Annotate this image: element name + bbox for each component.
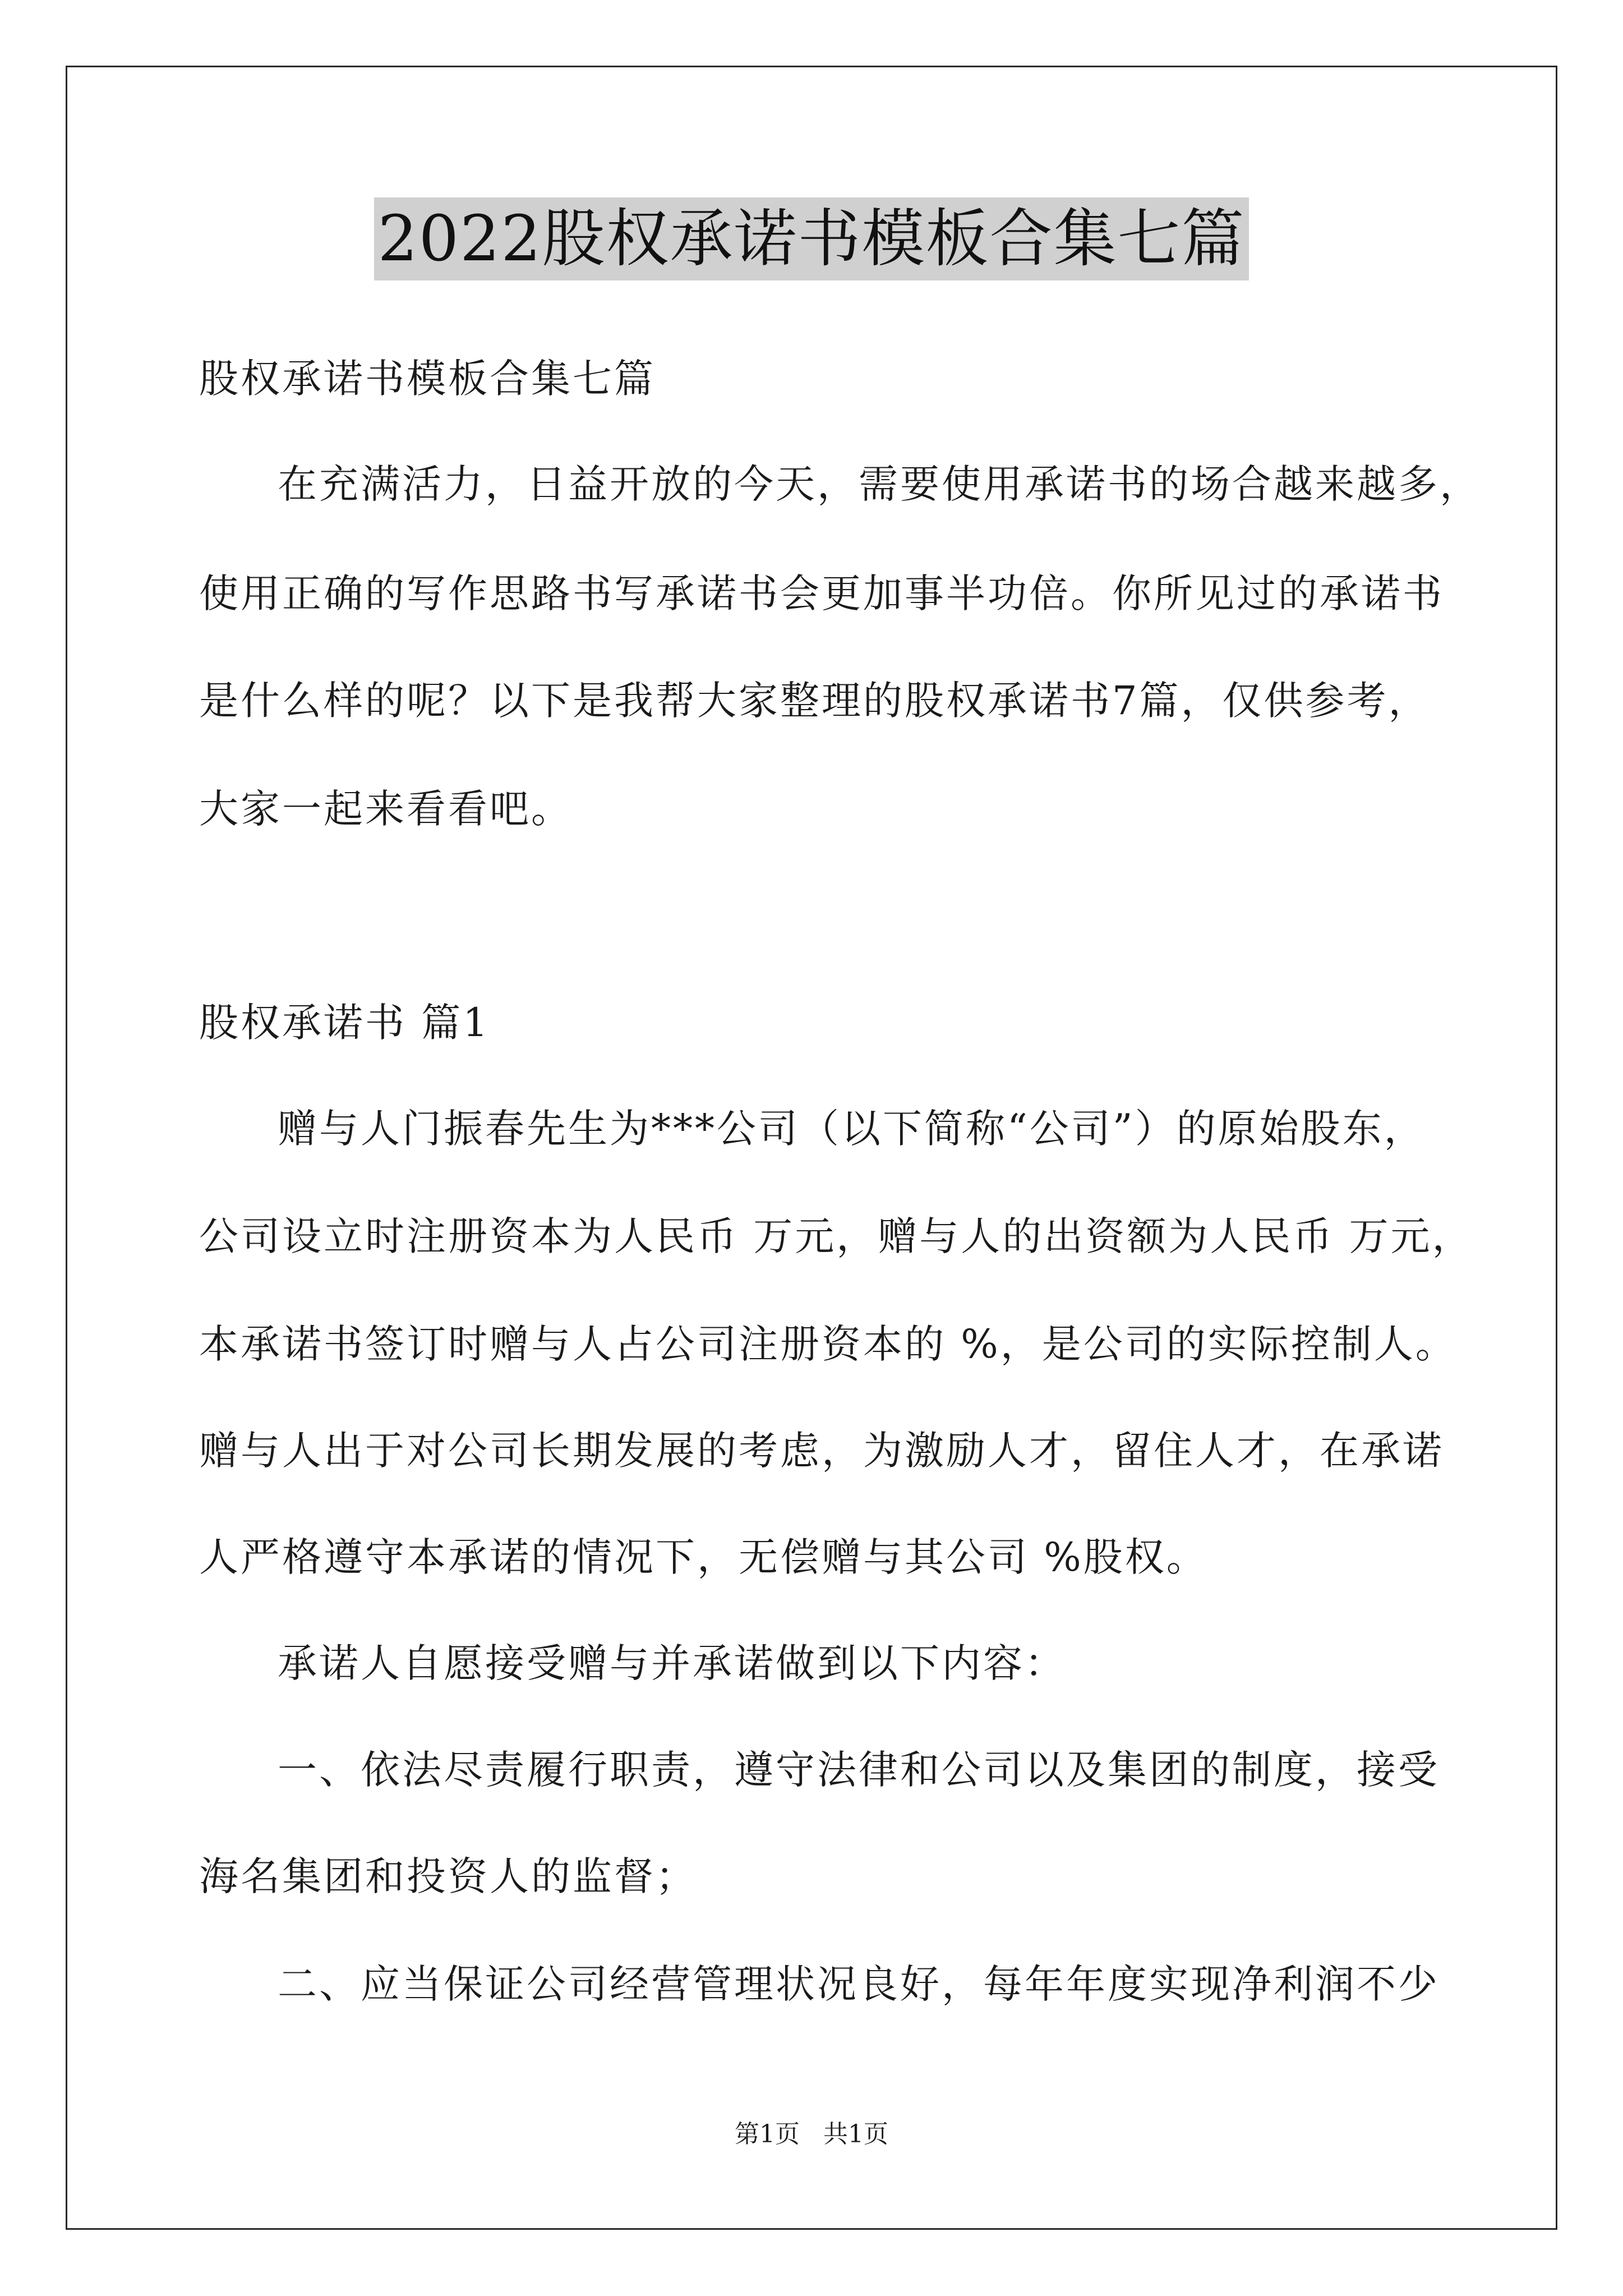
section-heading: 股权承诺书 篇1 xyxy=(199,1000,490,1046)
page-footer: 第1页 共1页 xyxy=(735,2120,888,2148)
paragraph-line: 二、应当保证公司经营管理状况良好，每年年度实现净利润不少 xyxy=(278,1961,1440,2007)
paragraph-line: 本承诺书签订时赠与人占公司注册资本的 %，是公司的实际控制人。 xyxy=(199,1321,1457,1367)
paragraph-line: 赠与人门振春先生为***公司（以下简称“公司”）的原始股东， xyxy=(278,1106,1426,1152)
paragraph-line: 大家一起来看看吧。 xyxy=(199,786,573,832)
paragraph-line: 一、依法尽责履行职责，遵守法律和公司以及集团的制度，接受 xyxy=(278,1747,1440,1793)
paragraph-line: 使用正确的写作思路书写承诺书会更加事半功倍。你所见过的承诺书 xyxy=(199,570,1444,616)
paragraph-line: 海名集团和投资人的监督； xyxy=(199,1853,697,1899)
document-title: 2022股权承诺书模板合集七篇 xyxy=(374,197,1248,280)
title-container xyxy=(0,197,1623,280)
paragraph-line: 承诺人自愿接受赠与并承诺做到以下内容： xyxy=(278,1640,1066,1686)
subtitle-line: 股权承诺书模板合集七篇 xyxy=(199,356,656,402)
paragraph-line: 公司设立时注册资本为人民币 万元，赠与人的出资额为人民币 万元， xyxy=(199,1213,1474,1259)
paragraph-line: 在充满活力，日益开放的今天，需要使用承诺书的场合越来越多， xyxy=(278,461,1481,507)
paragraph-line: 是什么样的呢？以下是我帮大家整理的股权承诺书7篇，仅供参考， xyxy=(199,678,1430,724)
paragraph-line: 人严格遵守本承诺的情况下，无偿赠与其公司 %股权。 xyxy=(199,1534,1208,1580)
paragraph-line: 赠与人出于对公司长期发展的考虑，为激励人才，留住人才，在承诺 xyxy=(199,1428,1444,1474)
